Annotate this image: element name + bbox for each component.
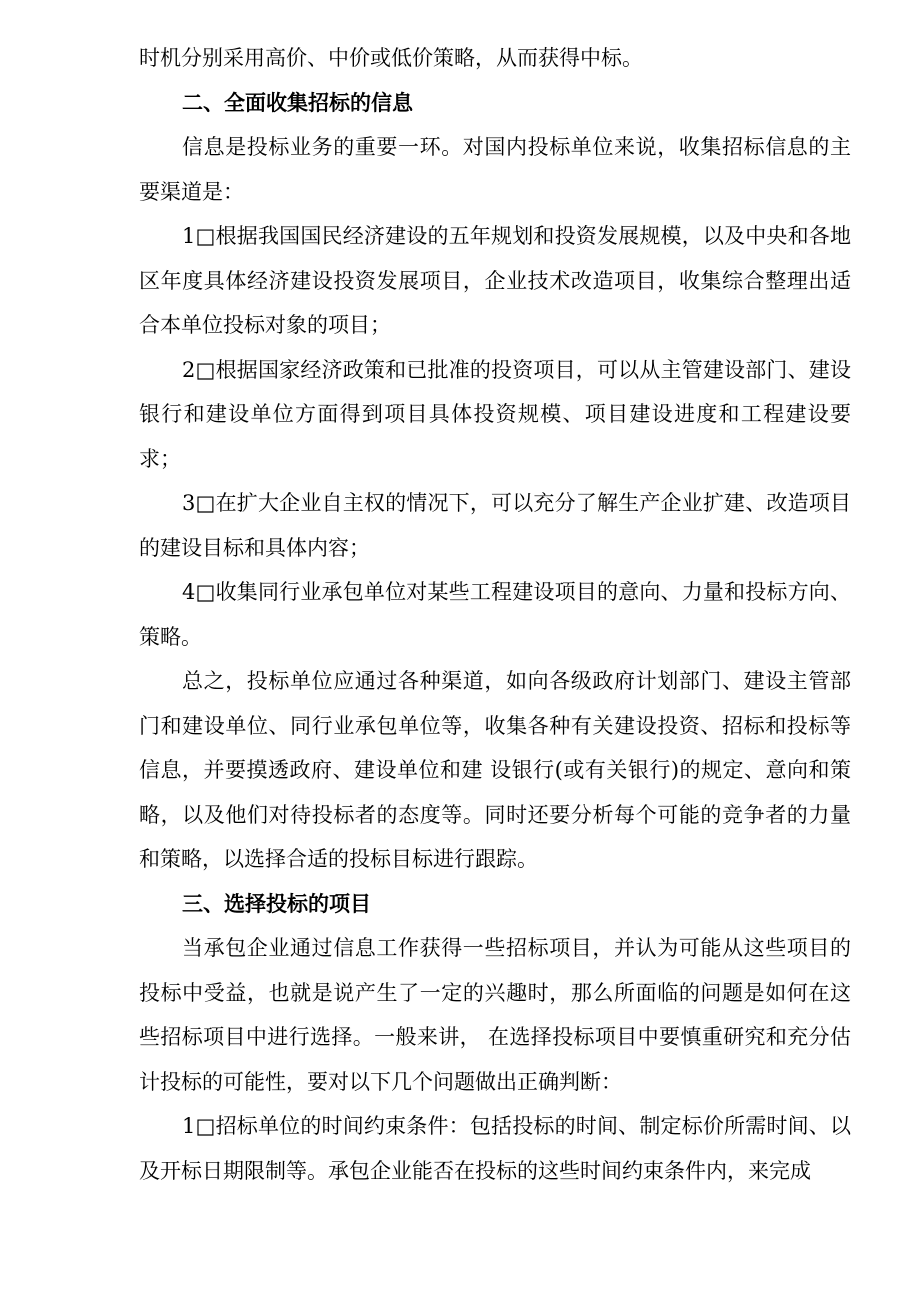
paragraph-continuation: 时机分别采用高价、中价或低价策略，从而获得中标。 <box>139 46 643 70</box>
list-item-time-constraint: 1□招标单位的时间约束条件：包括投标的时间、制定标价所需时间、以及开标日期限制等。承包企业能否在投标的这些时间约束条件内，来完成 <box>139 1114 851 1183</box>
paragraph-summary: 总之，投标单位应通过各种渠道，如向各级政府计划部门、建设主管部门和建设单位、同行业承包单位等，收集各种有关建设投资、招标和投标等信息，并要摸透政府、建设单位和建 设银行(或有关银行)的规定、意向和策略，以及他们对待投标者的态度等。同时还要分析每个可能的竞争者的力量和策略，以选择合适的投标目标进行跟踪。 <box>139 669 851 871</box>
document-page <box>139 36 851 1193</box>
section-heading-3: 三、选择投标的项目 <box>182 890 371 916</box>
list-item-4: 4□收集同行业承包单位对某些工程建设项目的意向、力量和投标方向、策略。 <box>139 580 851 649</box>
section-heading-2: 二、全面收集招标的信息 <box>182 89 413 115</box>
paragraph-selection: 当承包企业通过信息工作获得一些招标项目，并认为可能从这些项目的投标中受益，也就是说产生了一定的兴趣时，那么所面临的问题是如何在这些招标项目中进行选择。一般来讲， 在选择投标项目中要慎重研究和充分估计投标的可能性，要对以下几个问题做出正确判断： <box>139 936 851 1094</box>
list-item-3: 3□在扩大企业自主权的情况下，可以充分了解生产企业扩建、改造项目的建设目标和具体内容； <box>139 491 851 560</box>
paragraph-intro-info: 信息是投标业务的重要一环。对国内投标单位来说，收集招标信息的主要渠道是： <box>139 135 851 204</box>
list-item-1: 1□根据我国国民经济建设的五年规划和投资发展规模，以及中央和各地区年度具体经济建设投资发展项目，企业技术改造项目，收集综合整理出适合本单位投标对象的项目； <box>139 224 851 337</box>
list-item-2: 2□根据国家经济政策和已批准的投资项目，可以从主管建设部门、建设银行和建设单位方面得到项目具体投资规模、项目建设进度和工程建设要求； <box>139 357 851 471</box>
